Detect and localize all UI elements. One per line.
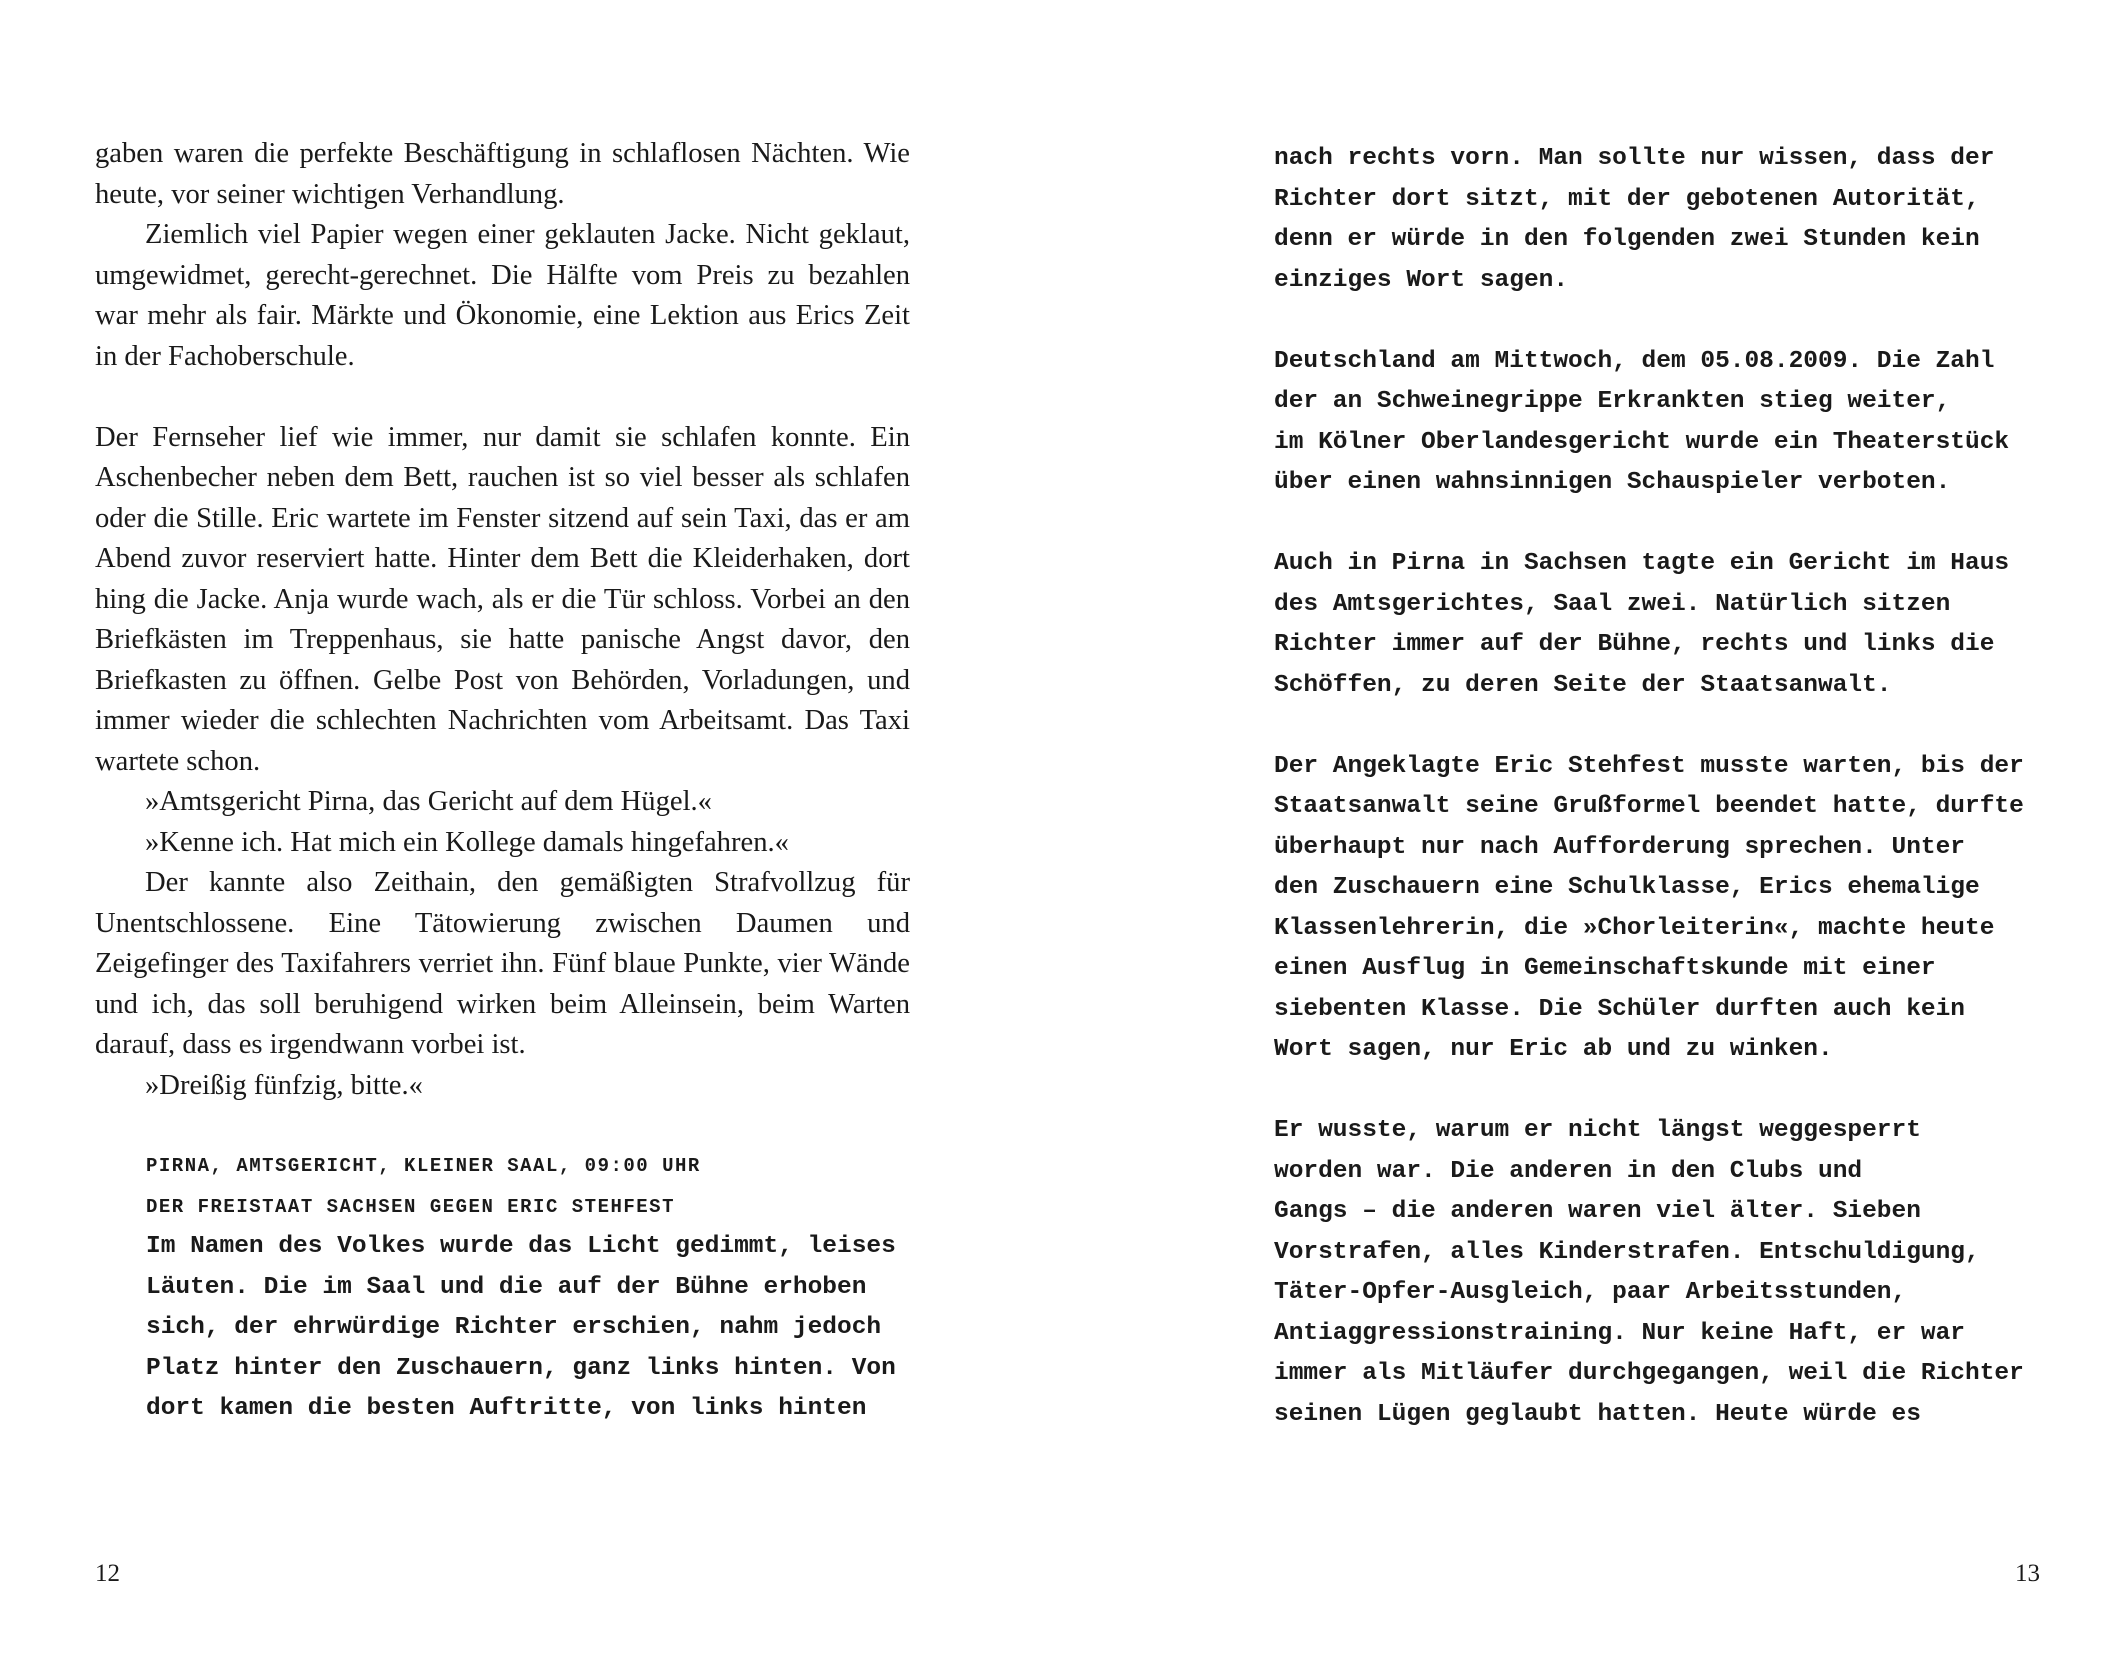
court-section: [146, 1146, 910, 1430]
right-page: [1063, 0, 2126, 1654]
dialogue-line: »Kenne ich. Hat mich ein Kollege damals hingefahren.«: [145, 826, 789, 858]
court-paragraph: Im Namen des Volkes wurde das Licht gedimmt, leises Läuten. Die im Saal und die auf der Bühne erhoben sich, der ehrwürdige Richter erschien, nahm jedoch Platz hinter den Zuschauern, ganz links hinten. Von dort kamen die besten Auftritte, von links hinten: [146, 1233, 896, 1422]
paragraph: Auch in Pirna in Sachsen tagte ein Gericht im Haus des Amtsgerichtes, Saal zwei. Natürlich sitzen Richter immer auf der Bühne, rechts und links die Schöffen, zu deren Seite der Staatsanwalt.: [1274, 550, 2010, 699]
paragraph: Er wusste, warum er nicht längst weggesperrt worden war. Die anderen in den Clubs und Gangs – die anderen waren viel älter. Sieben Vorstrafen, alles Kinderstrafen. Entschuldigung, Täter-Opfer-Ausgleich, paar Arbeitsstunden, Antiaggressionstraining. Nur keine Haft, er war immer als Mitläufer durchgegangen, weil die Richter seinen Lügen geglaubt hatten. Heute würde es: [1274, 1117, 2024, 1428]
paragraph: Deutschland am Mittwoch, dem 05.08.2009. Die Zahl der an Schweinegrippe Erkrankten stieg weiter, im Kölner Oberlandesgericht wurde ein Theaterstück über einen wahnsinnigen Schauspieler verboten.: [1274, 347, 2010, 496]
paragraph: Der Angeklagte Eric Stehfest musste warten, bis der Staatsanwalt seine Grußformel beendet hatte, durfte überhaupt nur nach Aufforderung sprechen. Unter den Zuschauern eine Schulklasse, Erics ehemalige Klassenlehrerin, die »Chorleiterin«, machte heute einen Ausflug in Gemeinschaftskunde mit einer siebenten Klasse. Die Schüler durften auch kein Wort sagen, nur Eric ab und zu winken.: [1274, 752, 2024, 1063]
paragraph: Ziemlich viel Papier wegen einer geklauten Jacke. Nicht geklaut, umgewidmet, gerecht-gerechnet. Die Hälfte vom Preis zu bezahlen war mehr als fair. Märkte und Ökonomie, eine Lektion aus Erics Zeit in der Fachoberschule.: [95, 219, 910, 372]
dialogue-line: »Amtsgericht Pirna, das Gericht auf dem Hügel.«: [145, 786, 712, 817]
right-body-text: [1274, 139, 2074, 1435]
paragraph: nach rechts vorn. Man sollte nur wissen, dass der Richter dort sitzt, mit der gebotenen Autorität, denn er würde in den folgenden zwei Stunden kein einziges Wort sagen.: [1274, 145, 1995, 294]
section-heading: PIRNA, AMTSGERICHT, KLEINER SAAL, 09:00 UHR: [146, 1155, 701, 1177]
section-subheading: DER FREISTAAT SACHSEN GEGEN ERIC STEHFEST: [146, 1195, 675, 1218]
page-number-right: 13: [2015, 1560, 2040, 1587]
paragraph: Der kannte also Zeithain, den gemäßigten Strafvollzug für Unentschlossene. Eine Tätowierung zwischen Daumen und Zeigefinger des Taxifahrers verriet ihn. Fünf blaue Punkte, vier Wände und ich, das soll beruhigend wirken beim Alleinsein, beim Warten darauf, dass es irgendwann vorbei ist.: [95, 867, 910, 1060]
dialogue-line: »Dreißig fünfzig, bitte.«: [145, 1069, 423, 1101]
paragraph: gaben waren die perfekte Beschäftigung in schlaflosen Nächten. Wie heute, vor seiner wichtigen Verhandlung.: [95, 138, 910, 210]
left-body-text: [95, 134, 910, 1430]
page-number-left: 12: [95, 1560, 120, 1587]
paragraph: Der Fernseher lief wie immer, nur damit sie schlafen konnte. Ein Aschenbecher neben dem Bett, rauchen ist so viel besser als schlafen oder die Stille. Eric wartete im Fenster sitzend auf sein Taxi, das er am Abend zuvor reserviert hatte. Hinter dem Bett die Kleiderhaken, dort hing die Jacke. Anja wurde wach, als er die Tür schloss. Vorbei an den Briefkästen im Treppenhaus, sie hatte panische Angst davor, den Briefkasten zu öffnen. Gelbe Post von Behörden, Vorladungen, und immer wieder die schlechten Nachrichten vom Arbeitsamt. Das Taxi wartete schon.: [95, 421, 910, 777]
